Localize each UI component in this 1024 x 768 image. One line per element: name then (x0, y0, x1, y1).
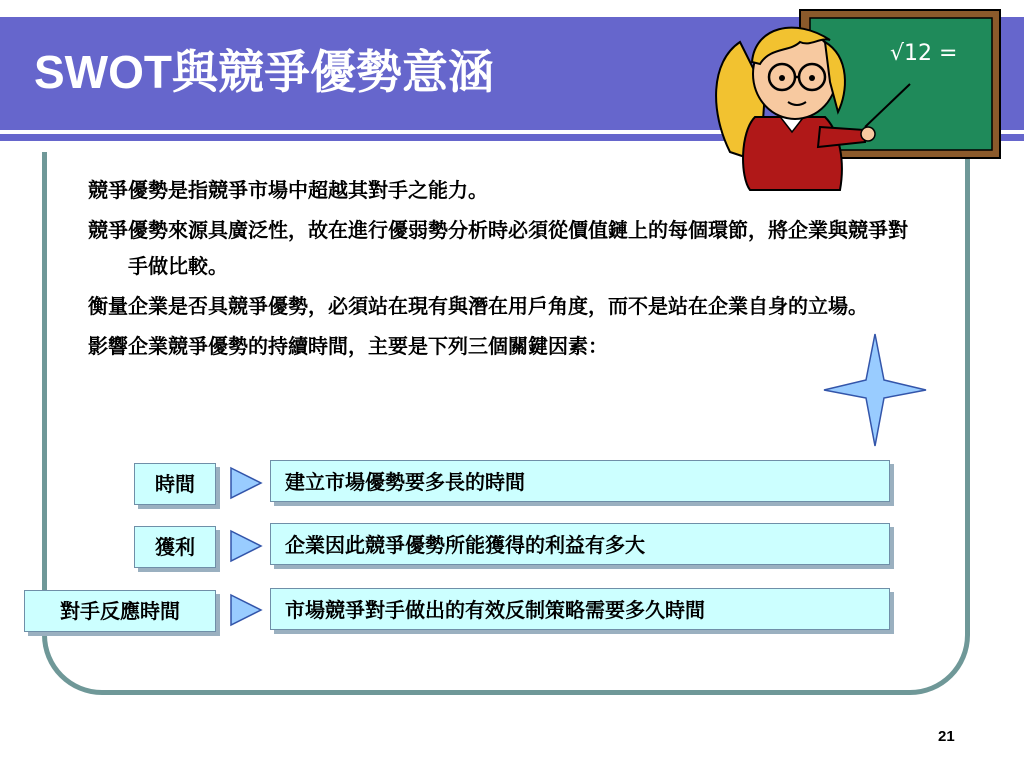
factor-label-profit: 獲利 (134, 526, 216, 568)
paragraph-1: 競爭優勢是指競爭市場中超越其對手之能力。 (88, 178, 488, 202)
factor-label-time: 時間 (134, 463, 216, 505)
factor-label-response: 對手反應時間 (24, 590, 216, 632)
factor-desc-time: 建立市場優勢要多長的時間 (270, 460, 890, 502)
slide-title: SWOT與競爭優勢意涵 (34, 46, 494, 98)
paragraph-2: 競爭優勢來源具廣泛性，故在進行優弱勢分析時必須從價值鏈上的每個環節，將企業與競爭對手做比較。 (88, 218, 908, 278)
arrow-right-icon (228, 592, 264, 628)
page-number: 21 (938, 728, 955, 745)
body-text (88, 172, 918, 368)
paragraph-4: 影響企業競爭優勢的持續時間，主要是下列三個關鍵因素： (88, 334, 608, 358)
four-point-star-icon (822, 332, 928, 448)
arrow-right-icon (228, 528, 264, 564)
arrow-right-icon (228, 465, 264, 501)
paragraph-3: 衡量企業是否具競爭優勢，必須站在現有與潛在用戶角度，而不是站在企業自身的立場。 (88, 294, 868, 318)
factor-desc-profit: 企業因此競爭優勢所能獲得的利益有多大 (270, 523, 890, 565)
factor-desc-response: 市場競爭對手做出的有效反制策略需要多久時間 (270, 588, 890, 630)
teacher-illustration (700, 2, 1020, 192)
chalkboard-formula: √12 = (890, 41, 958, 66)
